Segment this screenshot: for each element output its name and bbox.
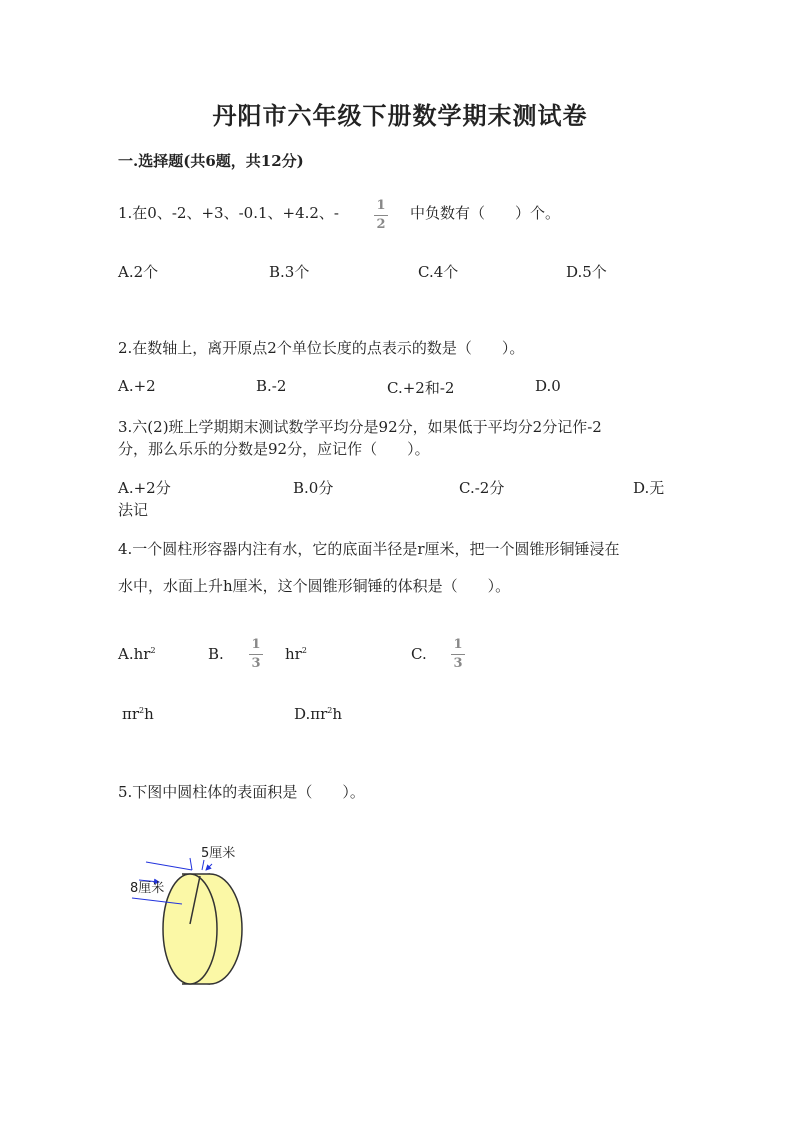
option-d-text: D.πr [294,705,328,723]
fraction-numerator: 1 [453,637,463,652]
fraction-numerator: 1 [376,198,386,213]
fraction-denominator: 3 [251,656,261,671]
fraction-bar [249,654,263,655]
question-3-line-2: 分，那么乐乐的分数是92分，应记作（ ）。 [118,440,430,458]
question-4-option-c-fraction [451,638,465,671]
question-2-option-d[interactable]: D.0 [535,377,561,395]
fraction-denominator: 2 [376,217,386,232]
question-2-option-b[interactable]: B.-2 [256,377,287,395]
question-1-option-d[interactable]: D.5个 [566,263,607,281]
option-d-superscript: 2 [327,706,333,715]
question-4-option-b-label[interactable]: B. [208,645,224,663]
question-1-option-c[interactable]: C.4个 [418,263,459,281]
option-c-tail-text: πr [122,705,140,723]
fraction-bar [451,654,465,655]
question-3-option-c[interactable]: C.-2分 [459,479,505,497]
option-b-tail-text: hr [285,645,302,663]
page-title: 丹阳市六年级下册数学期末测试卷 [212,101,588,130]
option-b-superscript: 2 [301,646,307,655]
radius-extension-left [190,858,192,870]
fraction-numerator: 1 [251,637,261,652]
question-4-option-a[interactable] [118,645,156,663]
option-c-tail-h: h [144,705,154,723]
question-2-text: 2.在数轴上，离开原点2个单位长度的点表示的数是（ ）。 [118,339,525,357]
option-c-superscript: 2 [139,706,145,715]
height-label: 8厘米 [130,881,165,896]
question-1-text-after: 中负数有（ ）个。 [410,204,561,222]
question-4-option-c-tail [122,705,154,723]
question-4-option-d[interactable] [294,705,342,723]
cylinder-figure [124,838,254,988]
fraction-denominator: 3 [453,656,463,671]
radius-arrow [206,864,212,870]
option-d-h: h [332,705,343,723]
question-3-option-a[interactable]: A.+2分 [118,479,171,497]
question-4-option-b-tail [285,645,307,663]
question-1-fraction [374,199,388,232]
cylinder-front-face [163,874,217,984]
fraction-bar [374,215,388,216]
question-2-option-c[interactable]: C.+2和-2 [387,379,455,397]
section-heading: 一.选择题(共6题，共12分) [118,152,304,170]
question-1-option-a[interactable]: A.2个 [118,263,159,281]
question-2-option-a[interactable]: A.+2 [118,377,156,395]
height-extension-top [146,862,192,870]
question-3-option-d-wrap: 法记 [118,501,149,519]
radius-extension-right [202,860,204,870]
question-3-line-1: 3.六(2)班上学期期末测试数学平均分是92分，如果低于平均分2分记作-2 [118,418,602,436]
radius-label: 5厘米 [201,846,236,861]
option-a-text: A.hr [118,645,151,663]
question-5-text: 5.下图中圆柱体的表面积是（ ）。 [118,783,365,801]
question-3-option-b[interactable]: B.0分 [293,479,334,497]
question-4-option-c-label[interactable]: C. [411,645,427,663]
question-1-text-before: 1.在0、-2、+3、-0.1、+4.2、- [118,204,339,222]
question-4-line-2: 水中，水面上升h厘米，这个圆锥形铜锤的体积是（ ）。 [118,577,511,595]
question-3-option-d[interactable]: D.无 [633,479,665,497]
question-1-option-b[interactable]: B.3个 [269,263,310,281]
question-4-line-1: 4.一个圆柱形容器内注有水，它的底面半径是r厘米，把一个圆锥形铜锤浸在 [118,540,620,558]
option-a-superscript: 2 [150,646,156,655]
question-4-option-b-fraction [249,638,263,671]
